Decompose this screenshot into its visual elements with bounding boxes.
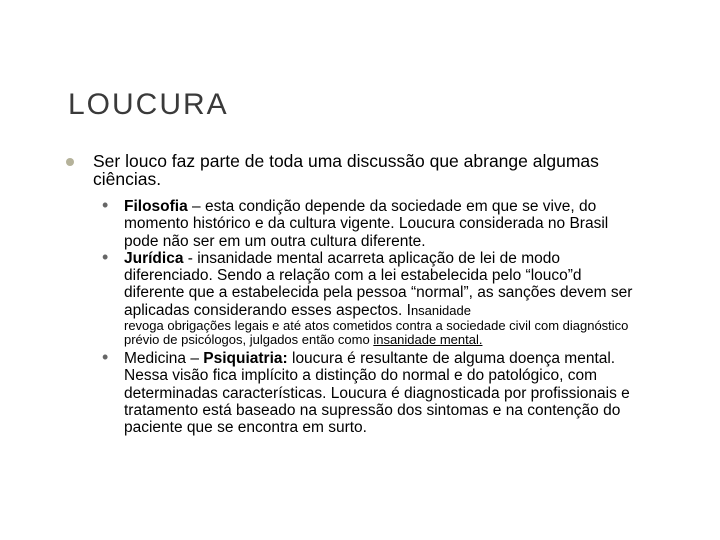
filosofia-text: – esta condição depende da sociedade em que se vive, do momento histórico e da cultura vigente. Loucura considerada no Brasil pode não ser em um outra cultura diferente. [124, 198, 609, 250]
sub-bullet-dot: • [102, 195, 109, 215]
sub-bullet-list [100, 195, 645, 437]
psiquiatria-label: Psiquiatria: [203, 350, 288, 368]
sub-bullet-filosofia [100, 195, 645, 250]
juridica-small-inline: nsanidade [410, 302, 471, 318]
main-bullet-dot [66, 158, 74, 166]
sub-bullet-dot: • [102, 347, 109, 368]
juridica-small-paragraph: revoga obrigações legais e até atos cometidos contra a sociedade civil com diagnóstico prévio de psicólogos, julgados então como insanidade mental. [124, 318, 629, 347]
juridica-text: - insanidade mental acarreta aplicação de lei de modo diferenciado. Sendo a relação com a lei estabelecida pelo “louco”d diferente que a estabelecida pela pessoa “normal”, as sanções devem ser aplicadas considerando esses aspectos. I [124, 249, 633, 319]
filosofia-label: Filosofia [124, 198, 188, 215]
sub-bullet-dot: • [102, 246, 109, 267]
juridica-label: Jurídica [124, 249, 184, 267]
sub-bullet-medicina [100, 347, 645, 437]
slide-title: LOUCURA [68, 88, 229, 121]
medicina-prefix: Medicina – [124, 350, 204, 368]
medicina-text: loucura é resultante de alguma doença mental. Nessa visão fica implícito a distinção do normal e do patológico, com determinadas características. Loucura é diagnosticada por profissionais e tratamento está baseado na supressão dos sintomas e na contenção do paciente que se encontra em surto. [124, 350, 630, 437]
main-bullet-item [66, 152, 666, 188]
main-bullet-text: Ser louco faz parte de toda uma discussão que abrange algumas ciências. [93, 151, 599, 189]
insanidade-mental-link: insanidade mental. [373, 331, 483, 347]
sub-bullet-juridica [100, 246, 645, 347]
